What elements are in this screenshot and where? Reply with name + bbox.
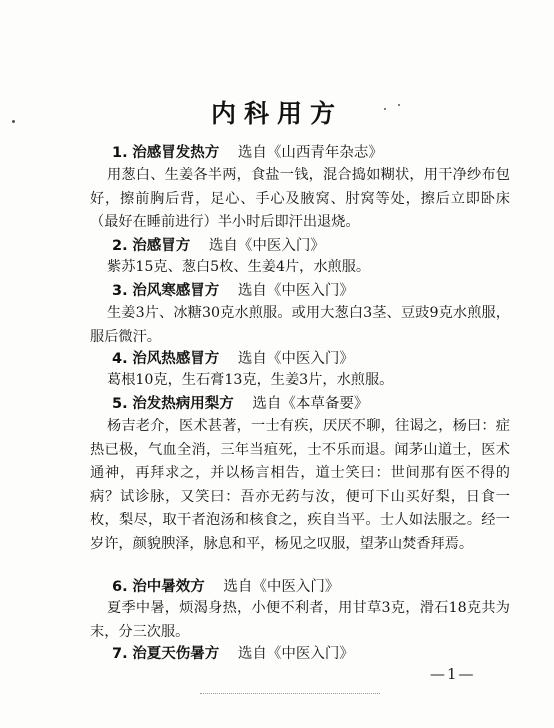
section-number: 1.: [112, 145, 128, 161]
page-number: —1—: [430, 665, 476, 683]
section-heading-1: [112, 141, 383, 162]
section-heading-4: [112, 347, 354, 368]
section-name: 治发热病用梨方: [132, 396, 234, 412]
section-text-2: 紫苏15克、葱白5枚、生姜4片，水煎服。: [107, 259, 371, 275]
section-source: 选自《本草备要》: [252, 396, 369, 412]
section-number: 5.: [112, 396, 128, 412]
section-source: 选自《中医入门》: [223, 579, 340, 595]
section-number: 7.: [112, 646, 128, 662]
section-name: 治夏天伤暑方: [132, 646, 220, 662]
section-heading-3: [112, 279, 354, 300]
section-text-6: 夏季中暑，烦渴身热，小便不利者，用甘草3克，滑石18克共为末，分三次服。: [90, 600, 510, 640]
section-name: 治中暑效方: [132, 579, 205, 595]
section-number: 4.: [112, 351, 128, 367]
section-text-1: 用葱白、生姜各半两，食盐一钱，混合捣如糊状，用干净纱布包好，擦前胸后背，足心、手心及腋窝、肘窝等处，擦后立即卧床（最好在睡前进行）半小时后即汗出退烧。: [90, 167, 510, 230]
section-source: 选自《中医入门》: [237, 283, 354, 299]
section-number: 2.: [112, 238, 128, 254]
section-number: 3.: [112, 283, 128, 299]
section-number: 6.: [112, 579, 128, 595]
section-heading-7: [112, 642, 354, 663]
section-heading-6: [112, 575, 339, 596]
section-source: 选自《山西青年杂志》: [237, 145, 383, 161]
section-text-4: 葛根10克，生石膏13克，生姜3片，水煎服。: [107, 372, 394, 388]
section-text-3: 生姜3片、冰糖30克水煎服。或用大葱白3茎、豆豉9克水煎服，服后微汗。: [90, 305, 510, 345]
section-text-5: 杨吉老介，医术甚著，一士有疾，厌厌不聊，往谒之，杨曰：症热已极，气血全消，三年当疽死，士不乐而退。闻茅山道士，医术通神，再拜求之，并以杨言相告，道士笑曰：世间那有医不得的病？试诊脉，又笑曰：吾亦无药与汝，便可下山买好梨，日食一枚，梨尽，取干者泡汤和核食之，疾自当平。士人如法服之。经一岁许，颜貌腴泽，脉息和平，杨见之叹服，望茅山焚香拜焉。: [90, 418, 510, 552]
section-source: 选自《中医入门》: [237, 351, 354, 367]
section-source: 选自《中医入门》: [237, 646, 354, 662]
section-name: 治感冒方: [132, 238, 191, 254]
section-heading-5: [112, 392, 368, 413]
section-name: 治风寒感冒方: [132, 283, 220, 299]
section-heading-2: [112, 234, 325, 255]
page-title: 内科用方: [210, 99, 343, 128]
section-name: 治风热感冒方: [132, 351, 220, 367]
section-source: 选自《中医入门》: [208, 238, 325, 254]
section-name: 治感冒发热方: [132, 145, 220, 161]
scan-edge-divider: [200, 693, 380, 694]
